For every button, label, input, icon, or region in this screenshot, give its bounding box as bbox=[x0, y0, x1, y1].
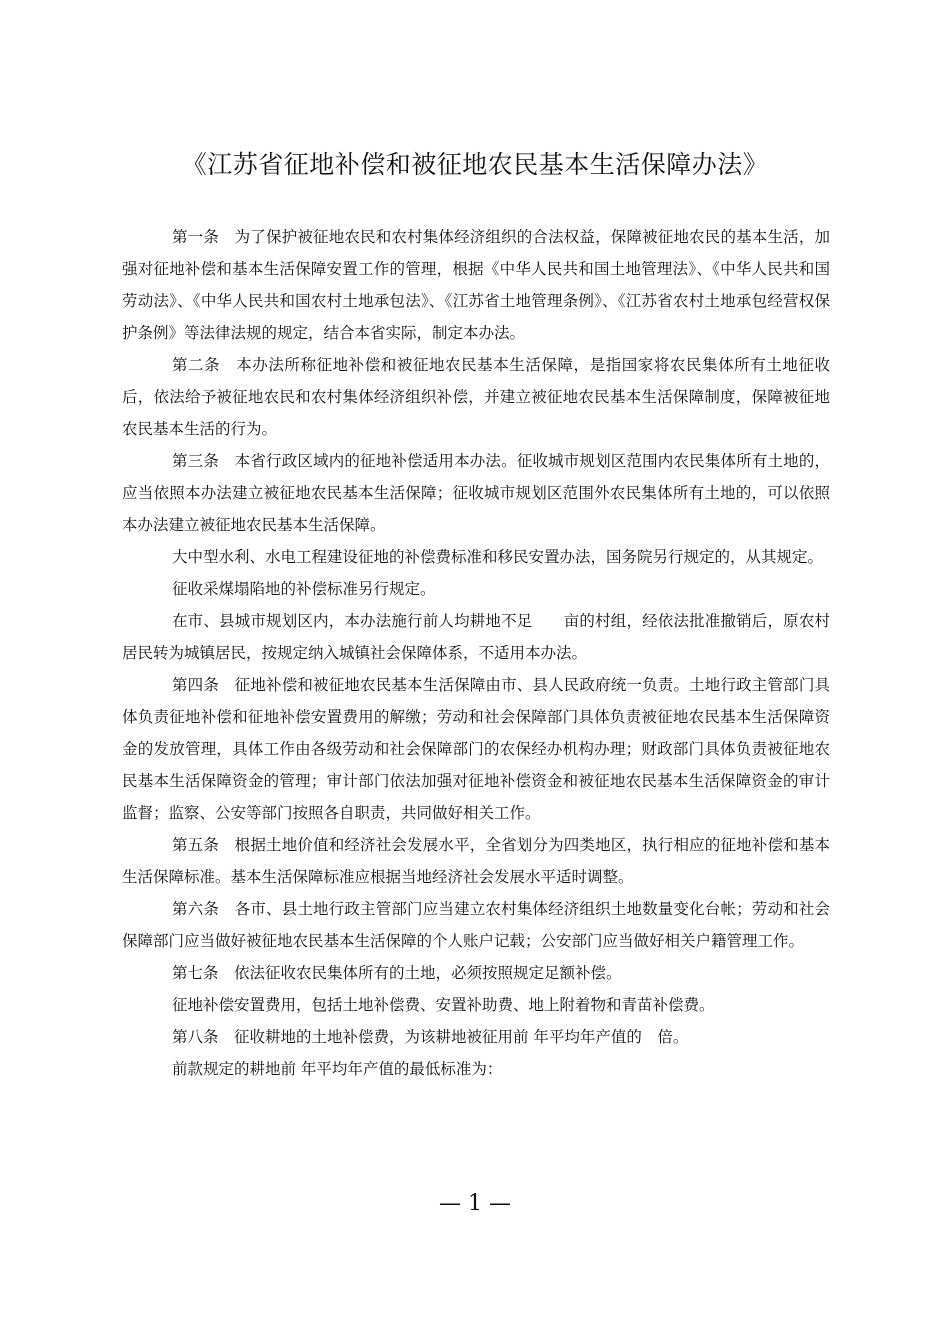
page-number: — 1 — bbox=[439, 1191, 511, 1216]
paragraph-article-8: 第八条 征收耕地的土地补偿费，为该耕地被征用前 年平均年产值的 倍。 bbox=[172, 1028, 689, 1046]
paragraph-article-6: 第六条 各市、县土地行政主管部门应当建立农村集体经济组织土地数量变化台帐；劳动和社会保障部门应当做好被征地农民基本生活保障的个人账户记载；公安部门应当做好相关户籍管理工作。 bbox=[122, 900, 830, 950]
paragraph-article-2: 第二条 本办法所称征地补偿和被征地农民基本生活保障，是指国家将农民集体所有土地征收后，依法给予被征地农民和农村集体经济组织补偿，并建立被征地农民基本生活保障制度，保障被征地农民基本生活的行为。 bbox=[122, 356, 830, 438]
paragraph-article-3-clause-3: 征收采煤塌陷地的补偿标准另行规定。 bbox=[172, 580, 436, 598]
paragraph-article-7: 第七条 依法征收农民集体所有的土地，必须按照规定足额补偿。 bbox=[172, 964, 622, 982]
paragraph-article-7-clause-2: 征地补偿安置费用，包括土地补偿费、安置补助费、地上附着物和青苗补偿费。 bbox=[172, 996, 715, 1014]
paragraph-article-1: 第一条 为了保护被征地农民和农村集体经济组织的合法权益，保障被征地农民的基本生活，加强对征地补偿和基本生活保障安置工作的管理，根据《中华人民共和国土地管理法》、《中华人民共和国劳动法》、《中华人民共和国农村土地承包法》、《江苏省土地管理条例》、《江苏省农村土地承包经营权保护条例》等法律法规的规定，结合本省实际，制定本办法。 bbox=[122, 228, 830, 342]
paragraph-article-3: 第三条 本省行政区域内的征地补偿适用本办法。征收城市规划区范围内农民集体所有土地的，应当依照本办法建立被征地农民基本生活保障；征收城市规划区范围外农民集体所有土地的，可以依照本办法建立被征地农民基本生活保障。 bbox=[122, 452, 830, 534]
paragraph-article-3-clause-4: 在市、县城市规划区内，本办法施行前人均耕地不足 亩的村组，经依法批准撤销后，原农村居民转为城镇居民，按规定纳入城镇社会保障体系，不适用本办法。 bbox=[122, 612, 830, 662]
document-title: 《江苏省征地补偿和被征地农民基本生活保障办法》 bbox=[181, 150, 769, 179]
paragraph-article-4: 第四条 征地补偿和被征地农民基本生活保障由市、县人民政府统一负责。土地行政主管部门具体负责征地补偿和征地补偿安置费用的解缴；劳动和社会保障部门具体负责被征地农民基本生活保障资金的发放管理，具体工作由各级劳动和社会保障部门的农保经办机构办理；财政部门具体负责被征地农民基本生活保障资金的管理；审计部门依法加强对征地补偿资金和被征地农民基本生活保障资金的审计监督；监察、公安等部门按照各自职责，共同做好相关工作。 bbox=[122, 676, 830, 822]
document-body bbox=[122, 221, 830, 1085]
paragraph-article-8-clause-2: 前款规定的耕地前 年平均年产值的最低标准为： bbox=[172, 1060, 503, 1078]
paragraph-article-5: 第五条 根据土地价值和经济社会发展水平，全省划分为四类地区，执行相应的征地补偿和基本生活保障标准。基本生活保障标准应根据当地经济社会发展水平适时调整。 bbox=[122, 836, 830, 886]
paragraph-article-3-clause-2: 大中型水利、水电工程建设征地的补偿费标准和移民安置办法，国务院另行规定的，从其规定。 bbox=[172, 548, 824, 566]
